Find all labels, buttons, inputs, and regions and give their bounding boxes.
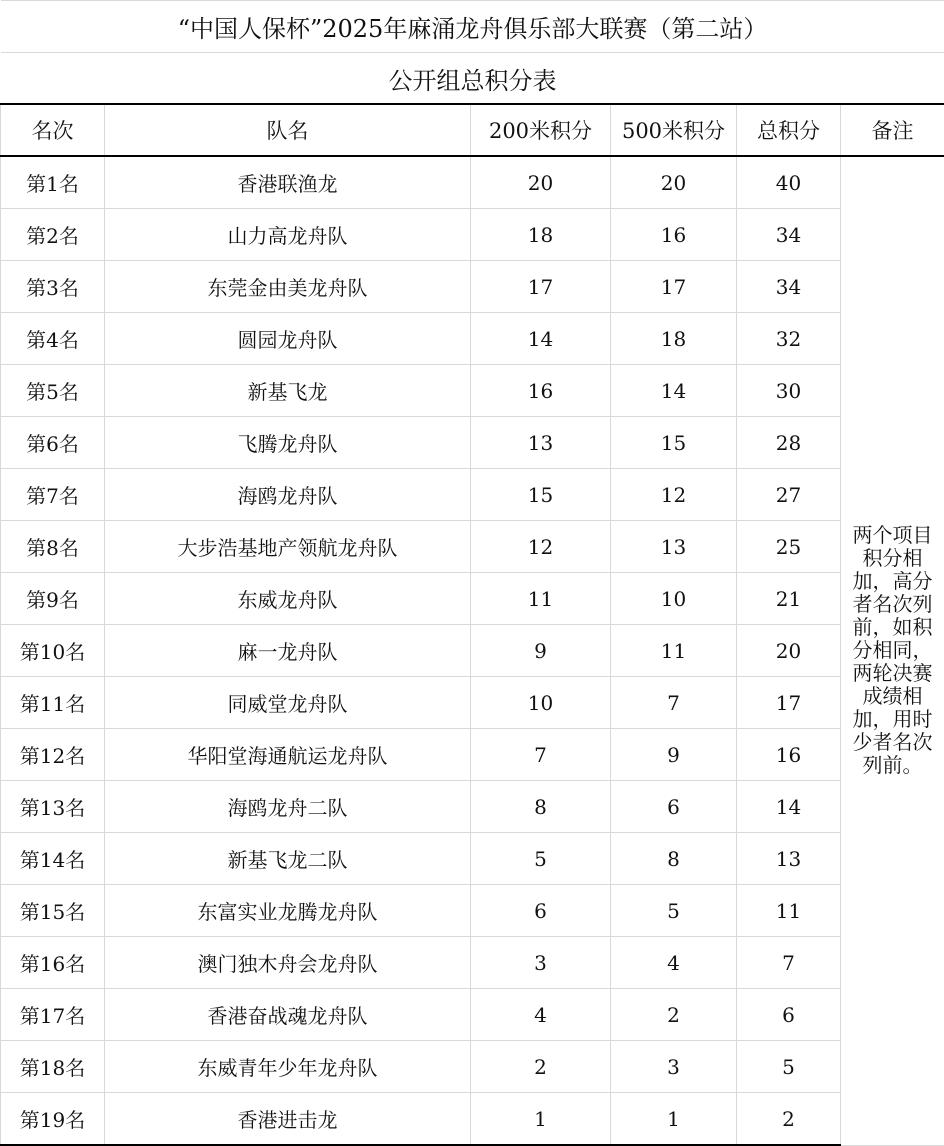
table-row	[1, 156, 944, 209]
score-200-cell: 9	[471, 625, 611, 677]
rank-cell: 第1名	[1, 156, 105, 209]
team-cell: 新基飞龙二队	[105, 833, 471, 885]
team-cell: 东富实业龙腾龙舟队	[105, 885, 471, 937]
total-cell: 6	[737, 989, 841, 1041]
total-cell: 25	[737, 521, 841, 573]
header-row	[1, 104, 944, 156]
score-200-cell: 10	[471, 677, 611, 729]
score-500-cell: 6	[611, 781, 737, 833]
total-cell: 40	[737, 156, 841, 209]
score-200-cell: 7	[471, 729, 611, 781]
score-200-cell: 4	[471, 989, 611, 1041]
rank-cell: 第18名	[1, 1041, 105, 1093]
team-cell: 山力高龙舟队	[105, 209, 471, 261]
team-cell: 香港奋战魂龙舟队	[105, 989, 471, 1041]
score-200-cell: 18	[471, 209, 611, 261]
rank-cell: 第5名	[1, 365, 105, 417]
team-cell: 东威青年少年龙舟队	[105, 1041, 471, 1093]
team-cell: 海鸥龙舟队	[105, 469, 471, 521]
total-cell: 28	[737, 417, 841, 469]
team-cell: 新基飞龙	[105, 365, 471, 417]
score-200-cell: 17	[471, 261, 611, 313]
header-rank: 名次	[1, 104, 105, 156]
page-title: “中国人保杯”2025年麻涌龙舟俱乐部大联赛（第二站）	[1, 1, 944, 53]
rank-cell: 第15名	[1, 885, 105, 937]
total-cell: 21	[737, 573, 841, 625]
table-row	[1, 313, 944, 365]
total-cell: 27	[737, 469, 841, 521]
table-row	[1, 1041, 944, 1093]
total-cell: 5	[737, 1041, 841, 1093]
team-cell: 东威龙舟队	[105, 573, 471, 625]
table-row	[1, 573, 944, 625]
score-500-cell: 20	[611, 156, 737, 209]
table-row	[1, 469, 944, 521]
score-200-cell: 1	[471, 1093, 611, 1146]
score-500-cell: 9	[611, 729, 737, 781]
team-cell: 海鸥龙舟二队	[105, 781, 471, 833]
rank-cell: 第9名	[1, 573, 105, 625]
team-cell: 大步浩基地产领航龙舟队	[105, 521, 471, 573]
score-500-cell: 3	[611, 1041, 737, 1093]
total-cell: 7	[737, 937, 841, 989]
table-row	[1, 729, 944, 781]
score-200-cell: 5	[471, 833, 611, 885]
rank-cell: 第17名	[1, 989, 105, 1041]
score-500-cell: 7	[611, 677, 737, 729]
table-row	[1, 261, 944, 313]
table-row	[1, 833, 944, 885]
score-500-cell: 5	[611, 885, 737, 937]
score-500-cell: 12	[611, 469, 737, 521]
rank-cell: 第12名	[1, 729, 105, 781]
rank-cell: 第7名	[1, 469, 105, 521]
total-cell: 17	[737, 677, 841, 729]
rank-cell: 第11名	[1, 677, 105, 729]
score-200-cell: 15	[471, 469, 611, 521]
score-200-cell: 3	[471, 937, 611, 989]
header-team: 队名	[105, 104, 471, 156]
total-cell: 30	[737, 365, 841, 417]
score-500-cell: 10	[611, 573, 737, 625]
rank-cell: 第3名	[1, 261, 105, 313]
header-score-200: 200米积分	[471, 104, 611, 156]
total-cell: 11	[737, 885, 841, 937]
score-200-cell: 2	[471, 1041, 611, 1093]
table-row	[1, 417, 944, 469]
note-cell: 两个项目积分相加，高分者名次列前，如积分相同，两轮决赛成绩相加，用时少者名次列前。	[841, 156, 944, 1145]
score-500-cell: 13	[611, 521, 737, 573]
team-cell: 东莞金由美龙舟队	[105, 261, 471, 313]
score-500-cell: 14	[611, 365, 737, 417]
total-cell: 14	[737, 781, 841, 833]
score-500-cell: 1	[611, 1093, 737, 1146]
rank-cell: 第8名	[1, 521, 105, 573]
score-200-cell: 8	[471, 781, 611, 833]
table-row	[1, 209, 944, 261]
score-200-cell: 16	[471, 365, 611, 417]
score-500-cell: 17	[611, 261, 737, 313]
table-row	[1, 989, 944, 1041]
total-cell: 13	[737, 833, 841, 885]
score-500-cell: 2	[611, 989, 737, 1041]
table-row	[1, 937, 944, 989]
team-cell: 澳门独木舟会龙舟队	[105, 937, 471, 989]
table-subtitle: 公开组总积分表	[1, 53, 944, 105]
rank-cell: 第19名	[1, 1093, 105, 1146]
score-500-cell: 18	[611, 313, 737, 365]
table-row	[1, 521, 944, 573]
rank-cell: 第10名	[1, 625, 105, 677]
table-row	[1, 625, 944, 677]
score-200-cell: 12	[471, 521, 611, 573]
total-cell: 20	[737, 625, 841, 677]
team-cell: 同威堂龙舟队	[105, 677, 471, 729]
table-row	[1, 781, 944, 833]
score-500-cell: 11	[611, 625, 737, 677]
rank-cell: 第6名	[1, 417, 105, 469]
team-cell: 麻一龙舟队	[105, 625, 471, 677]
score-200-cell: 13	[471, 417, 611, 469]
total-cell: 32	[737, 313, 841, 365]
table-row	[1, 1093, 944, 1146]
team-cell: 华阳堂海通航运龙舟队	[105, 729, 471, 781]
team-cell: 飞腾龙舟队	[105, 417, 471, 469]
rank-cell: 第4名	[1, 313, 105, 365]
header-note: 备注	[841, 104, 944, 156]
score-500-cell: 15	[611, 417, 737, 469]
score-200-cell: 11	[471, 573, 611, 625]
score-200-cell: 14	[471, 313, 611, 365]
score-200-cell: 20	[471, 156, 611, 209]
table-row	[1, 365, 944, 417]
total-cell: 16	[737, 729, 841, 781]
team-cell: 香港进击龙	[105, 1093, 471, 1146]
rank-cell: 第13名	[1, 781, 105, 833]
score-500-cell: 4	[611, 937, 737, 989]
rank-cell: 第2名	[1, 209, 105, 261]
total-cell: 34	[737, 261, 841, 313]
table-row	[1, 885, 944, 937]
header-total: 总积分	[737, 104, 841, 156]
rank-cell: 第16名	[1, 937, 105, 989]
score-500-cell: 8	[611, 833, 737, 885]
score-200-cell: 6	[471, 885, 611, 937]
total-cell: 34	[737, 209, 841, 261]
score-500-cell: 16	[611, 209, 737, 261]
rank-cell: 第14名	[1, 833, 105, 885]
total-cell: 2	[737, 1093, 841, 1146]
team-cell: 香港联渔龙	[105, 156, 471, 209]
team-cell: 圆园龙舟队	[105, 313, 471, 365]
header-score-500: 500米积分	[611, 104, 737, 156]
table-row	[1, 677, 944, 729]
